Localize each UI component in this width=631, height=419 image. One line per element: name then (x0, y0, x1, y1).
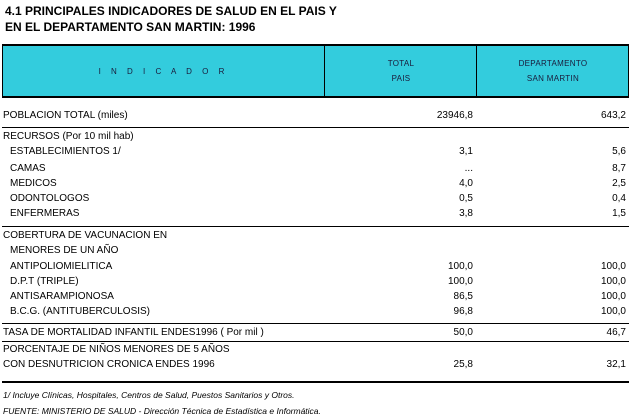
table-row (0, 131, 631, 146)
row-value-pais: 23946,8 (436, 110, 473, 121)
table-row (0, 245, 631, 260)
row-value-pais: 100,0 (447, 261, 473, 272)
header-departamento-label: DEPARTAMENTO (518, 59, 588, 68)
row-value-san-martin: 8,7 (612, 163, 626, 174)
table-row (0, 230, 631, 245)
row-value-san-martin: 100,0 (600, 276, 626, 287)
row-value-pais: 50,0 (453, 327, 473, 338)
row-label: ANTIPOLIOMIELITICA (10, 261, 113, 272)
row-value-pais: 4,0 (459, 178, 473, 189)
page-title-line-1: 4.1 PRINCIPALES INDICADORES DE SALUD EN EL PAIS Y (5, 4, 337, 18)
row-value-pais: 96,8 (453, 306, 473, 317)
row-value-san-martin: 1,5 (612, 208, 626, 219)
table-bottom-rule (2, 381, 629, 383)
row-value-pais: 3,1 (459, 146, 473, 157)
row-value-pais: 3,8 (459, 208, 473, 219)
row-value-san-martin: 2,5 (612, 178, 626, 189)
divider (2, 323, 629, 324)
header-total-label: TOTAL (387, 59, 415, 68)
table-row (0, 359, 631, 374)
divider (2, 226, 629, 227)
row-label: ESTABLECIMIENTOS 1/ (10, 146, 121, 157)
divider (2, 127, 629, 128)
table-row (0, 110, 631, 125)
table-row (0, 306, 631, 321)
table-row (0, 163, 631, 178)
row-label: PORCENTAJE DE NIÑOS MENORES DE 5 AÑOS (3, 344, 230, 355)
table-header (2, 44, 629, 98)
table-row (0, 261, 631, 276)
table-row (0, 193, 631, 208)
row-label: RECURSOS (Por 10 mil hab) (3, 131, 134, 142)
header-san-martin-label: SAN MARTIN (526, 74, 580, 83)
row-value-san-martin: 100,0 (600, 306, 626, 317)
row-label: ENFERMERAS (10, 208, 80, 219)
table-row (0, 327, 631, 342)
footnote: 1/ Incluye Clínicas, Hospitales, Centros de Salud, Puestos Sanitarios y Otros. (3, 390, 295, 400)
divider (2, 341, 629, 342)
table-row (0, 276, 631, 291)
header-departamento (476, 46, 629, 96)
row-value-pais: ... (464, 163, 473, 174)
row-value-san-martin: 100,0 (600, 261, 626, 272)
row-value-san-martin: 643,2 (600, 110, 626, 121)
row-label: B.C.G. (ANTITUBERCULOSIS) (10, 306, 151, 317)
row-value-san-martin: 32,1 (606, 359, 626, 370)
row-label: ODONTOLOGOS (10, 193, 90, 204)
header-total-pais (324, 46, 477, 96)
row-value-pais: 86,5 (453, 291, 473, 302)
row-value-san-martin: 5,6 (612, 146, 626, 157)
row-label: MENORES DE UN AÑO (10, 245, 119, 256)
row-label: TASA DE MORTALIDAD INFANTIL ENDES1996 ( Por mil ) (3, 327, 264, 338)
source-note: FUENTE: MINISTERIO DE SALUD - Dirección Técnica de Estadística e Informática. (3, 406, 321, 416)
row-label: MEDICOS (10, 178, 57, 189)
table-row (0, 178, 631, 193)
header-indicador-label: I N D I C A D O R (98, 66, 229, 76)
row-label: D.P.T (TRIPLE) (10, 276, 79, 287)
row-label: CON DESNUTRICION CRONICA ENDES 1996 (3, 359, 215, 370)
row-value-san-martin: 100,0 (600, 291, 626, 302)
row-label: CAMAS (10, 163, 46, 174)
table-row (0, 291, 631, 306)
table-row (0, 208, 631, 223)
row-value-pais: 25,8 (453, 359, 473, 370)
row-value-pais: 100,0 (447, 276, 473, 287)
row-label: POBLACION TOTAL (miles) (3, 110, 128, 121)
row-value-pais: 0,5 (459, 193, 473, 204)
row-value-san-martin: 46,7 (606, 327, 626, 338)
page-title-line-2: EN EL DEPARTAMENTO SAN MARTIN: 1996 (5, 20, 256, 34)
table-row (0, 344, 631, 359)
header-pais-label: PAIS (391, 74, 411, 83)
header-indicador (3, 46, 324, 96)
row-label: COBERTURA DE VACUNACION EN (3, 230, 168, 241)
table-row (0, 146, 631, 161)
row-value-san-martin: 0,4 (612, 193, 626, 204)
row-label: ANTISARAMPIONOSA (10, 291, 114, 302)
